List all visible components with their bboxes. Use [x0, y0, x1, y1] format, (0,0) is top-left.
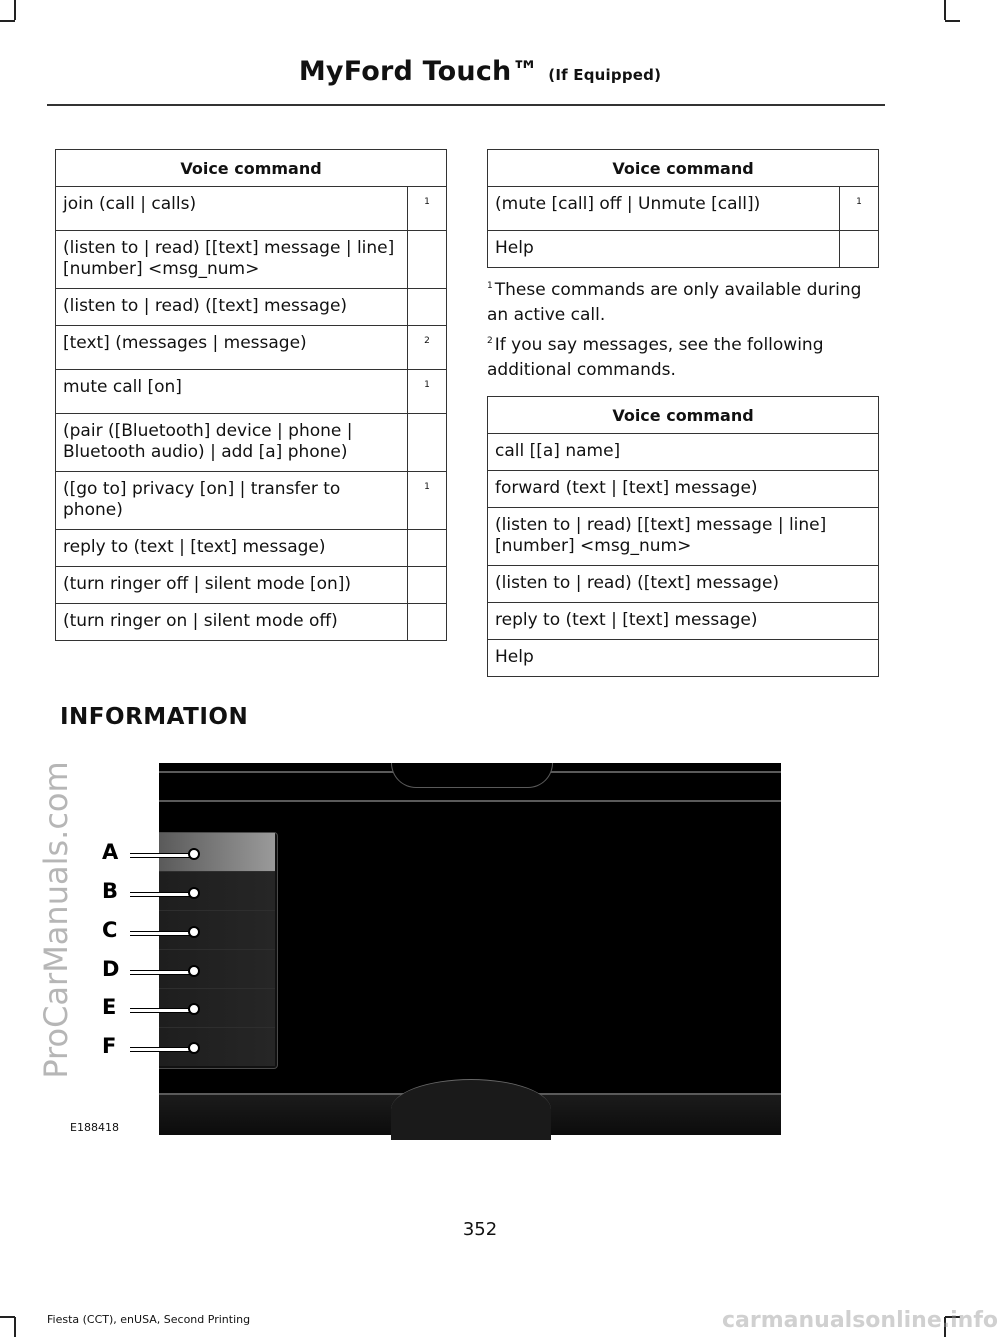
crop-mark [0, 1316, 15, 1318]
callout-a [100, 840, 200, 864]
callout-dot [188, 848, 200, 860]
watermark-bottom: carmanualsonline.info [722, 1308, 998, 1333]
table-header: Voice command [56, 150, 447, 187]
callout-e [100, 995, 200, 1019]
header-divider [47, 104, 885, 106]
footnote-ref [408, 414, 447, 472]
section-heading: INFORMATION [60, 704, 249, 730]
command-cell: call [[a] name] [488, 434, 879, 471]
command-cell: (listen to | read) [[text] message | line] [number] <msg_num> [488, 508, 879, 566]
command-cell: forward (text | [text] message) [488, 471, 879, 508]
page-number: 352 [462, 1219, 498, 1240]
footnote-ref [408, 289, 447, 326]
command-cell: (turn ringer on | silent mode off) [56, 604, 408, 641]
callout-letter: F [102, 1034, 117, 1058]
footnote-ref: 2 [408, 326, 447, 370]
command-cell: Help [488, 640, 879, 677]
callout-dot [188, 1042, 200, 1054]
footnote-ref [408, 530, 447, 567]
table-row [488, 231, 879, 268]
table-row [56, 187, 447, 231]
command-cell: (turn ringer off | silent mode [on]) [56, 567, 408, 604]
screen-menu-panel [159, 832, 278, 1069]
footnote-ref [408, 604, 447, 641]
footnote-ref: 1 [840, 187, 879, 231]
screen-top-notch [391, 763, 553, 788]
table-row [56, 231, 447, 289]
callout-leader [130, 892, 193, 897]
table-row [488, 187, 879, 231]
footnote-text: These commands are only available during an active call. [487, 280, 862, 325]
command-cell: Help [488, 231, 840, 268]
callout-c [100, 918, 200, 942]
table-row [56, 289, 447, 326]
table-row [56, 414, 447, 472]
table-row [56, 604, 447, 641]
callout-dot [188, 887, 200, 899]
voice-command-table-right-bottom [487, 396, 879, 677]
command-cell: (listen to | read) [[text] message | line] [number] <msg_num> [56, 231, 408, 289]
watermark-left: ProCarManuals.com [37, 761, 75, 1079]
callout-letter: D [102, 957, 120, 981]
command-cell: (listen to | read) ([text] message) [488, 566, 879, 603]
table-row [488, 566, 879, 603]
callout-b [100, 879, 200, 903]
table-header: Voice command [488, 397, 879, 434]
command-cell: (listen to | read) ([text] message) [56, 289, 408, 326]
table-header: Voice command [488, 150, 879, 187]
command-cell: mute call [on] [56, 370, 408, 414]
command-cell: reply to (text | [text] message) [56, 530, 408, 567]
figure-code: E188418 [70, 1121, 119, 1134]
footnote-mark: 2 [487, 336, 493, 346]
callout-dot [188, 965, 200, 977]
callout-leader [130, 853, 193, 858]
table-row [56, 370, 447, 414]
table-row [488, 640, 879, 677]
table-row [488, 434, 879, 471]
footnote-ref [408, 231, 447, 289]
footnote-ref: 1 [408, 187, 447, 231]
command-cell: [text] (messages | message) [56, 326, 408, 370]
callout-dot [188, 926, 200, 938]
page-header-title [0, 56, 960, 87]
header-title-main: MyFord Touch™ [298, 56, 539, 87]
callout-f [100, 1034, 200, 1058]
crop-mark [14, 0, 16, 20]
crop-mark [945, 20, 960, 22]
voice-command-table-left [55, 149, 447, 641]
callout-d [100, 957, 200, 981]
callout-leader [130, 1047, 193, 1052]
table-row [56, 567, 447, 604]
command-cell: (mute [call] off | Unmute [call]) [488, 187, 840, 231]
callout-leader [130, 931, 193, 936]
callout-letter: A [102, 840, 119, 864]
screen-bottom-notch [391, 1079, 551, 1140]
footnote-mark: 1 [487, 281, 493, 291]
footnote-ref: 1 [408, 370, 447, 414]
crop-mark [0, 20, 15, 22]
callout-leader [130, 970, 193, 975]
footer-text: Fiesta (CCT), enUSA, Second Printing [47, 1313, 251, 1326]
table-row [488, 508, 879, 566]
callout-letter: E [102, 995, 117, 1019]
callout-dot [188, 1003, 200, 1015]
command-cell: reply to (text | [text] message) [488, 603, 879, 640]
table-row [56, 530, 447, 567]
command-cell: join (call | calls) [56, 187, 408, 231]
voice-command-table-right-top [487, 149, 879, 268]
footnote [487, 329, 877, 383]
table-row [56, 472, 447, 530]
footnote-text: If you say messages, see the following additional commands. [487, 335, 824, 380]
callout-letter: B [102, 879, 119, 903]
footnote [487, 274, 877, 328]
footnote-ref [408, 567, 447, 604]
table-row [488, 603, 879, 640]
crop-mark [944, 0, 946, 20]
header-title-sub: (If Equipped) [548, 66, 662, 84]
command-cell: (pair ([Bluetooth] device | phone | Bluetooth audio) | add [a] phone) [56, 414, 408, 472]
command-cell: ([go to] privacy [on] | transfer to phone) [56, 472, 408, 530]
footnote-ref [840, 231, 879, 268]
table-row [56, 326, 447, 370]
callout-letter: C [102, 918, 118, 942]
footnote-ref: 1 [408, 472, 447, 530]
screen-top-line [159, 800, 781, 802]
callout-leader [130, 1008, 193, 1013]
crop-mark [14, 1317, 16, 1337]
touchscreen-illustration [159, 763, 781, 1135]
table-row [488, 471, 879, 508]
